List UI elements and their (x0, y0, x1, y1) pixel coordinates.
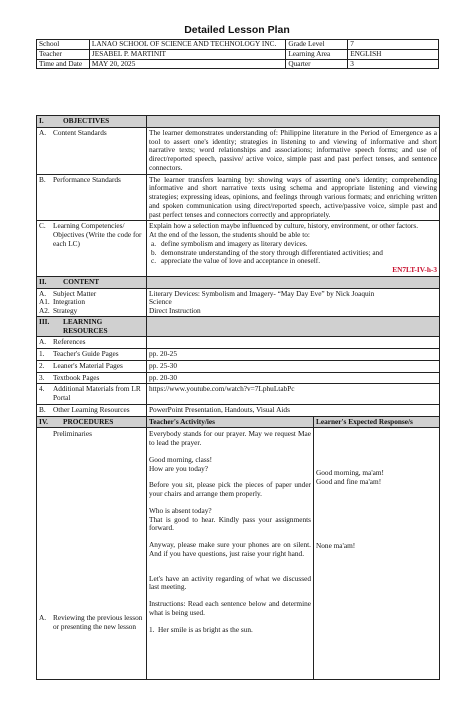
teacher-value: JESABEL P. MARTINIT (89, 49, 285, 59)
competencies-lead: At the end of the lesson, the students should be able to: (149, 230, 310, 239)
procedures-heading-row (37, 416, 440, 428)
objective-item: a. define symbolism and imagery as literary devices. (151, 238, 308, 248)
date-value: MAY 20, 2025 (89, 59, 285, 69)
teacher-label: Teacher (37, 49, 90, 59)
response-absent: None ma'am! (316, 541, 356, 551)
objectives-list (149, 240, 437, 266)
learner-responses (314, 428, 440, 680)
area-value: ENGLISH (348, 49, 439, 59)
header-info-table (36, 39, 439, 69)
quarter-value: 3 (348, 59, 439, 69)
subject-matter-row (37, 288, 440, 316)
grade-label: Grade Level (286, 40, 348, 50)
response-feeling: Good and fine ma'am! (316, 477, 382, 487)
resource-link[interactable]: https://www.youtube.com/watch?v=7LphuLtabPc (147, 384, 440, 405)
grade-value: 7 (348, 40, 439, 50)
integration-value: Science (149, 297, 172, 307)
content-values (147, 288, 440, 316)
competency-code: EN7LT-IV-h-3 (392, 265, 437, 274)
content-standards-row (37, 127, 440, 174)
content-labels: A. Subject Matter A1. Integration A2. Strategy (37, 288, 147, 316)
resources-heading: III. LEARNING RESOURCES (37, 316, 147, 337)
performance-standards-row (37, 174, 440, 221)
performance-standards-label: B. Performance Standards (37, 174, 147, 221)
procedures-body-row (37, 428, 440, 680)
resource-row: 3. Textbook Pages pp. 20-30 (37, 372, 440, 384)
content-heading: II. CONTENT (37, 276, 147, 288)
review-label: A. Reviewing the previous lesson or presenting the new lesson (39, 613, 143, 631)
resource-row: 1. Teacher's Guide Pages pp. 20-25 (37, 349, 440, 361)
objectives-heading-row (37, 116, 440, 128)
objectives-heading: I. OBJECTIVES (37, 116, 147, 128)
header-row-school (37, 40, 439, 50)
quarter-label: Quarter (286, 59, 348, 69)
document-title: Detailed Lesson Plan (184, 24, 290, 36)
objective-item: b. demonstrate understanding of the story through differentiated activities; and (151, 247, 383, 257)
resources-heading-row (37, 316, 440, 337)
header-row-teacher (37, 49, 439, 59)
resource-row: 4. Additional Materials from LR Portal https://www.youtube.com/watch?v=7LphuLtabPc (37, 384, 440, 405)
resource-row: 2. Leaner's Material Pages pp. 25-30 (37, 360, 440, 372)
procedures-labels (37, 428, 147, 680)
competencies-row (37, 221, 440, 277)
learner-column-heading: Learner's Expected Response/s (314, 416, 440, 428)
competencies-cell (147, 221, 440, 277)
competencies-label: C. Learning Competencies/ Objectives (Write the code for each LC) (37, 221, 147, 277)
time-label: Time and Date (37, 59, 90, 69)
content-heading-row (37, 276, 440, 288)
performance-standards-text: The learner transfers learning by: showing ways of asserting one's identity; comprehending informative and short narrative texts using schema and appropriate listening and viewing strategies; expressing ideas, opinions, and feelings through various formats; and enriching written and spoken communication using direct/reported speech, active/passive voice, simple past and past perfect tenses and connectors correctly and appropriately. (147, 174, 440, 221)
area-label: Learning Area (286, 49, 348, 59)
header-row-date (37, 59, 439, 69)
content-standards-label: A. Content Standards (37, 127, 147, 174)
competencies-intro: Explain how a selection maybe influenced by culture, history, environment, or other factors. (149, 221, 419, 231)
lesson-plan-table (36, 115, 440, 680)
strategy-value: Direct Instruction (149, 306, 201, 315)
objective-item: c. appreciate the value of love and acceptance in oneself. (151, 256, 321, 266)
content-standards-text: The learner demonstrates understanding of: Philippine literature in the Period of Emergence as a tool to assert one's identity; strategies in listening to and viewing of informative and short narrative texts; word relationships and associations; informative speech forms; and use of direct/reported speech, passive/ active voice, simple past and past perfect tenses, and sentence connectors. (147, 127, 440, 174)
subject-matter-value: Literary Devices: Symbolism and Imagery- “May Day Eve” by Nick Joaquin (149, 288, 375, 298)
response-greeting: Good morning, ma'am! (316, 468, 384, 478)
preliminaries-label: Preliminaries (53, 429, 92, 439)
school-label: School (37, 40, 90, 50)
resource-row: A. References (37, 337, 440, 349)
teacher-activities: Everybody stands for our prayer. May we request Mae to lead the prayer. Good morning, class! How are you today? Before you sit, please pick the pieces of paper under your chairs and arrange them properly. Who is absent today? That is good to hear. Kindly pass your assignments forward. Anyway, please make sure your phones are on silent. And if you have questions, just raise your right hand. Let's have an activity regarding of what we discussed last meeting. Instructions: Read each sentence below and determine what is being used. 1. Her smile is as bright as the sun. (147, 428, 314, 680)
procedures-heading: IV. PROCEDURES (37, 416, 147, 428)
school-value: LANAO SCHOOL OF SCIENCE AND TECHNOLOGY INC. (89, 40, 285, 50)
objectives-num: I. (39, 116, 44, 125)
resource-row: B. Other Learning Resources PowerPoint Presentation, Handouts, Visual Aids (37, 404, 440, 416)
teacher-column-heading: Teacher's Activity/ies (147, 416, 314, 428)
